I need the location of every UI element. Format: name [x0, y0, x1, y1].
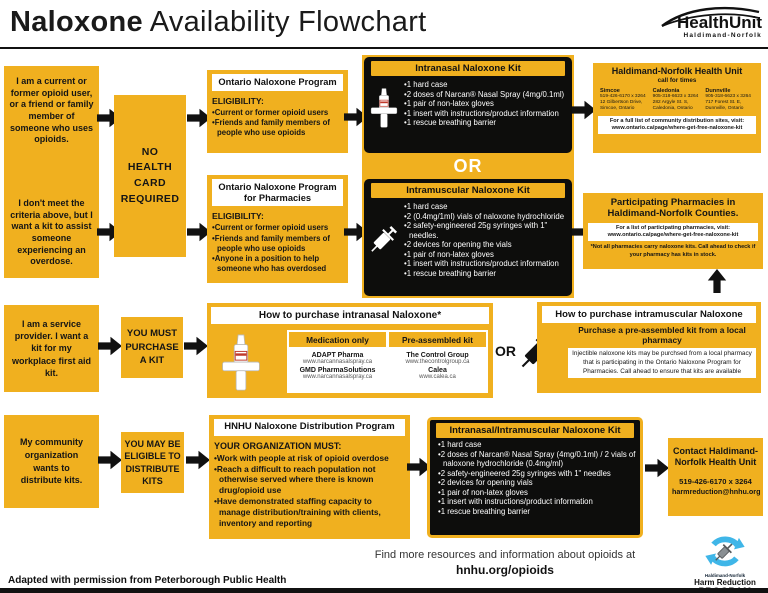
arrow-right-icon	[98, 336, 122, 356]
contact-title: Contact Haldimand-Norfolk Health Unit	[672, 446, 758, 468]
location-city: Dunnville, Ontario	[705, 105, 744, 111]
kit-title: Intranasal Naloxone Kit	[371, 61, 565, 76]
contact-email: harmreduction@hnhu.org	[672, 486, 761, 496]
bottom-bar	[0, 588, 768, 593]
audience-text-1: I am a current or former opioid user, or a friend or family member of someone who uses opioids.	[9, 76, 94, 145]
link-url: www.ontario.ca/page/where-get-free-naloxone-kit	[607, 232, 739, 239]
program-logo-region: Haldimand-Norfolk	[704, 573, 746, 578]
kit-contents-list	[404, 80, 572, 140]
contact-box	[668, 438, 763, 516]
box-subtitle: call for times	[657, 76, 697, 84]
location-city: Simcoe, Ontario	[600, 105, 635, 111]
location-address: 282 Argyle St. S,	[652, 99, 689, 105]
location-city: Caledonia, Ontario	[652, 105, 693, 111]
vendor-name: The Control Group	[406, 352, 469, 359]
link-url: www.ontario.ca/page/where-get-free-naloxone-kit	[611, 125, 743, 132]
logo-wordmark: HealthUnit	[677, 13, 762, 32]
page-title	[10, 6, 427, 39]
requirements-label: YOUR ORGANIZATION MUST:	[214, 440, 342, 451]
vendor-url: www.narcannasalspray.ca	[302, 359, 373, 365]
page-title-rest: Availability Flowchart	[142, 6, 427, 38]
column-header: Medication only	[289, 332, 386, 347]
kit-title: Intramuscular Naloxone Kit	[371, 183, 565, 198]
nasal-spray-icon	[217, 333, 265, 400]
arrow-up-icon	[707, 269, 727, 293]
combo-kit-box	[427, 417, 643, 538]
logo-subtitle: Haldimand-Norfolk	[683, 32, 762, 39]
table-column	[389, 347, 486, 391]
eligibility-list	[212, 223, 343, 274]
box-title: How to purchase intranasal Naloxone*	[211, 307, 489, 324]
audience-box-opioid-user	[4, 66, 99, 278]
program-title: Ontario Naloxone Program	[212, 74, 343, 91]
audience-box-service-provider: I am a service provider. I want a kit for my workplace first aid kit.	[4, 305, 99, 392]
kit-contents-list	[404, 202, 572, 278]
list-item: • Work with people at risk of opioid overdose	[214, 453, 405, 464]
arrow-right-icon	[184, 336, 208, 356]
purchase-intramuscular-box	[537, 302, 761, 393]
list-item: • Friends and family members of people who use opioids	[212, 118, 343, 138]
more-resources-text: Find more resources and information about opioids at	[374, 549, 636, 561]
ontario-naloxone-program-box	[207, 70, 348, 153]
list-item: • 1 hard case	[438, 440, 636, 450]
header-divider	[0, 47, 768, 49]
list-item: • 1 insert with instructions/product information	[438, 497, 636, 507]
or-label: OR	[495, 343, 516, 359]
vendor-url: www.calea.ca	[419, 374, 456, 380]
purchase-intranasal-box	[207, 303, 493, 398]
program-title: Ontario Naloxone Program for Pharmacies	[212, 179, 343, 206]
audience-text-2: I don't meet the criteria above, but I want a kit to assist someone experiencing an overdose.	[10, 197, 93, 267]
list-item: • Anyone in a position to help someone who has overdosed	[212, 254, 343, 274]
location-name: Simcoe	[600, 87, 620, 94]
list-item: • 2 devices for opening vials	[438, 478, 636, 488]
location-name: Caledonia	[652, 87, 680, 94]
ontario-naloxone-program-pharmacies-box	[207, 175, 348, 283]
credit-line: Adapted with permission from Peterborough Public Health	[8, 575, 287, 586]
participating-pharmacies-box	[583, 193, 763, 269]
location-phone: 905-318-6623 x 3264	[705, 93, 751, 99]
arrow-right-icon	[186, 450, 210, 470]
list-item: • Current or former opioid users	[212, 223, 343, 233]
intranasal-kit-box	[364, 57, 572, 153]
location-address: 12 Gilbertson Drive,	[600, 99, 643, 105]
kits-panel	[362, 55, 574, 298]
list-item: • Current or former opioid users	[212, 108, 343, 118]
list-item: • 1 rescue breathing barrier	[438, 507, 636, 517]
eligibility-label: ELIGIBILITY:	[212, 95, 264, 106]
location-caledonia	[651, 88, 704, 112]
more-resources	[340, 549, 670, 577]
harm-reduction-logo	[686, 533, 764, 593]
more-resources-link: hnhu.org/opioids	[456, 563, 554, 577]
link-caption: For a list of participating pharmacies, visit:	[615, 224, 731, 231]
no-health-card-box: NO HEALTH CARD REQUIRED	[114, 95, 186, 257]
eligibility-list	[212, 108, 343, 138]
purchase-note: Injectible naloxone kits may be purchsed from a local pharmacy that is participating in the Ontario Naloxone Program for Pharmacies. Call ahead to ensure that kits are available	[568, 348, 756, 378]
box-title: Participating Pharmacies in Haldimand-Norfolk Counties.	[607, 197, 739, 219]
contact-phone: 519-426-6170 x 3264	[679, 476, 752, 486]
location-simcoe	[598, 88, 651, 112]
arrow-right-icon	[645, 458, 669, 478]
eligibility-label: ELIGIBILITY:	[212, 211, 264, 222]
box-title: Haldimand-Norfolk Health Unit	[611, 66, 743, 76]
column-header: Pre-assembled kit	[389, 332, 486, 347]
list-item: • 1 pair of non-latex gloves	[404, 99, 570, 109]
location-dunnville	[703, 88, 756, 112]
hnhu-distribution-program-box	[209, 415, 410, 539]
list-item: • Have demonstrated staffing capacity to manage distribution/training with clients, inventory and reporting	[214, 496, 405, 528]
must-purchase-box: YOU MUST PURCHASE A KIT	[121, 317, 183, 378]
healthunit-logo	[650, 6, 762, 39]
location-phone: 519-426-6170 x 3264	[600, 93, 646, 99]
list-item: • 1 pair of non-latex gloves	[438, 488, 636, 498]
syringe-icon	[364, 200, 404, 278]
kit-contents-list	[430, 440, 640, 516]
audience-box-community-org: My community organization wants to distribute kits.	[4, 415, 99, 508]
locations-row	[598, 88, 756, 112]
arrow-right-icon	[98, 450, 122, 470]
vendor-url: www.thecontrolgroup.ca	[405, 359, 470, 365]
list-item: • 2 doses of Narcan® Nasal Spray (4mg/0.1ml) / 2 vials of naloxone hydrochloride (0.4mg/ml)	[438, 450, 636, 469]
harm-reduction-icon	[704, 533, 746, 569]
kit-title: Intranasal/Intramuscular Naloxone Kit	[436, 423, 634, 438]
box-title: How to purchase intramuscular Naloxone	[542, 306, 756, 323]
link-caption: For a full list of community distribution sites, visit:	[609, 117, 745, 124]
or-label: OR	[453, 156, 483, 176]
program-title: HNHU Naloxone Distribution Program	[214, 419, 405, 436]
nasal-spray-icon	[364, 78, 404, 140]
vendor-name: ADAPT Pharma	[311, 352, 364, 359]
distribution-sites-link	[598, 116, 756, 135]
list-item: • 2 (0.4mg/1ml) vials of naloxone hydrochloride	[404, 212, 570, 222]
list-item: • 1 rescue breathing barrier	[404, 269, 570, 279]
table-column	[289, 347, 386, 391]
location-address: 717 Forest St. E,	[705, 99, 742, 105]
pharmacies-link	[588, 223, 758, 242]
purchase-table	[287, 330, 488, 393]
list-item: • 1 pair of non-latex gloves	[404, 250, 570, 260]
intramuscular-kit-box	[364, 179, 572, 296]
vendor-name: Calea	[428, 367, 447, 374]
list-item: • 2 safety-engineered 25g syringes with 1" needles	[438, 469, 636, 479]
list-item: • 2 doses of Narcan® Nasal Spray (4mg/0.1ml)	[404, 90, 570, 100]
list-item: • Reach a difficult to reach population not otherwise served where there is known drug/opioid use	[214, 464, 405, 496]
may-distribute-box: YOU MAY BE ELIGIBLE TO DISTRIBUTE KITS	[121, 432, 184, 493]
location-name: Dunnville	[705, 87, 731, 94]
list-item: • 1 insert with instructions/product information	[404, 259, 570, 269]
list-item: • 1 insert with instructions/product information	[404, 109, 570, 119]
program-logo-name: Harm Reduction	[694, 577, 756, 587]
page-title-bold: Naloxone	[10, 6, 143, 38]
list-item: • 1 hard case	[404, 202, 570, 212]
pharmacies-footnote: *Not all pharmacies carry naloxone kits. Call ahead to check if your pharmacy has kits in stock.	[590, 244, 756, 258]
purchase-subtitle: Purchase a pre-assembled kit from a local pharmacy	[578, 325, 746, 345]
location-phone: 905-318-6623 x 3264	[652, 93, 699, 99]
list-item: • Friends and family members of people who use opioids	[212, 234, 343, 254]
vendor-url: www.narcannasalspray.ca	[302, 374, 373, 380]
list-item: • 2 safety-engineered 25g syringes with 1" needles.	[404, 221, 570, 240]
list-item: • 1 hard case	[404, 80, 570, 90]
list-item: • 2 devices for opening the vials	[404, 240, 570, 250]
list-item: • 1 rescue breathing barrier	[404, 118, 570, 128]
vendor-name: GMD PharmaSolutions	[299, 367, 376, 374]
hnhu-sites-box	[593, 63, 761, 153]
requirements-list	[214, 453, 405, 528]
